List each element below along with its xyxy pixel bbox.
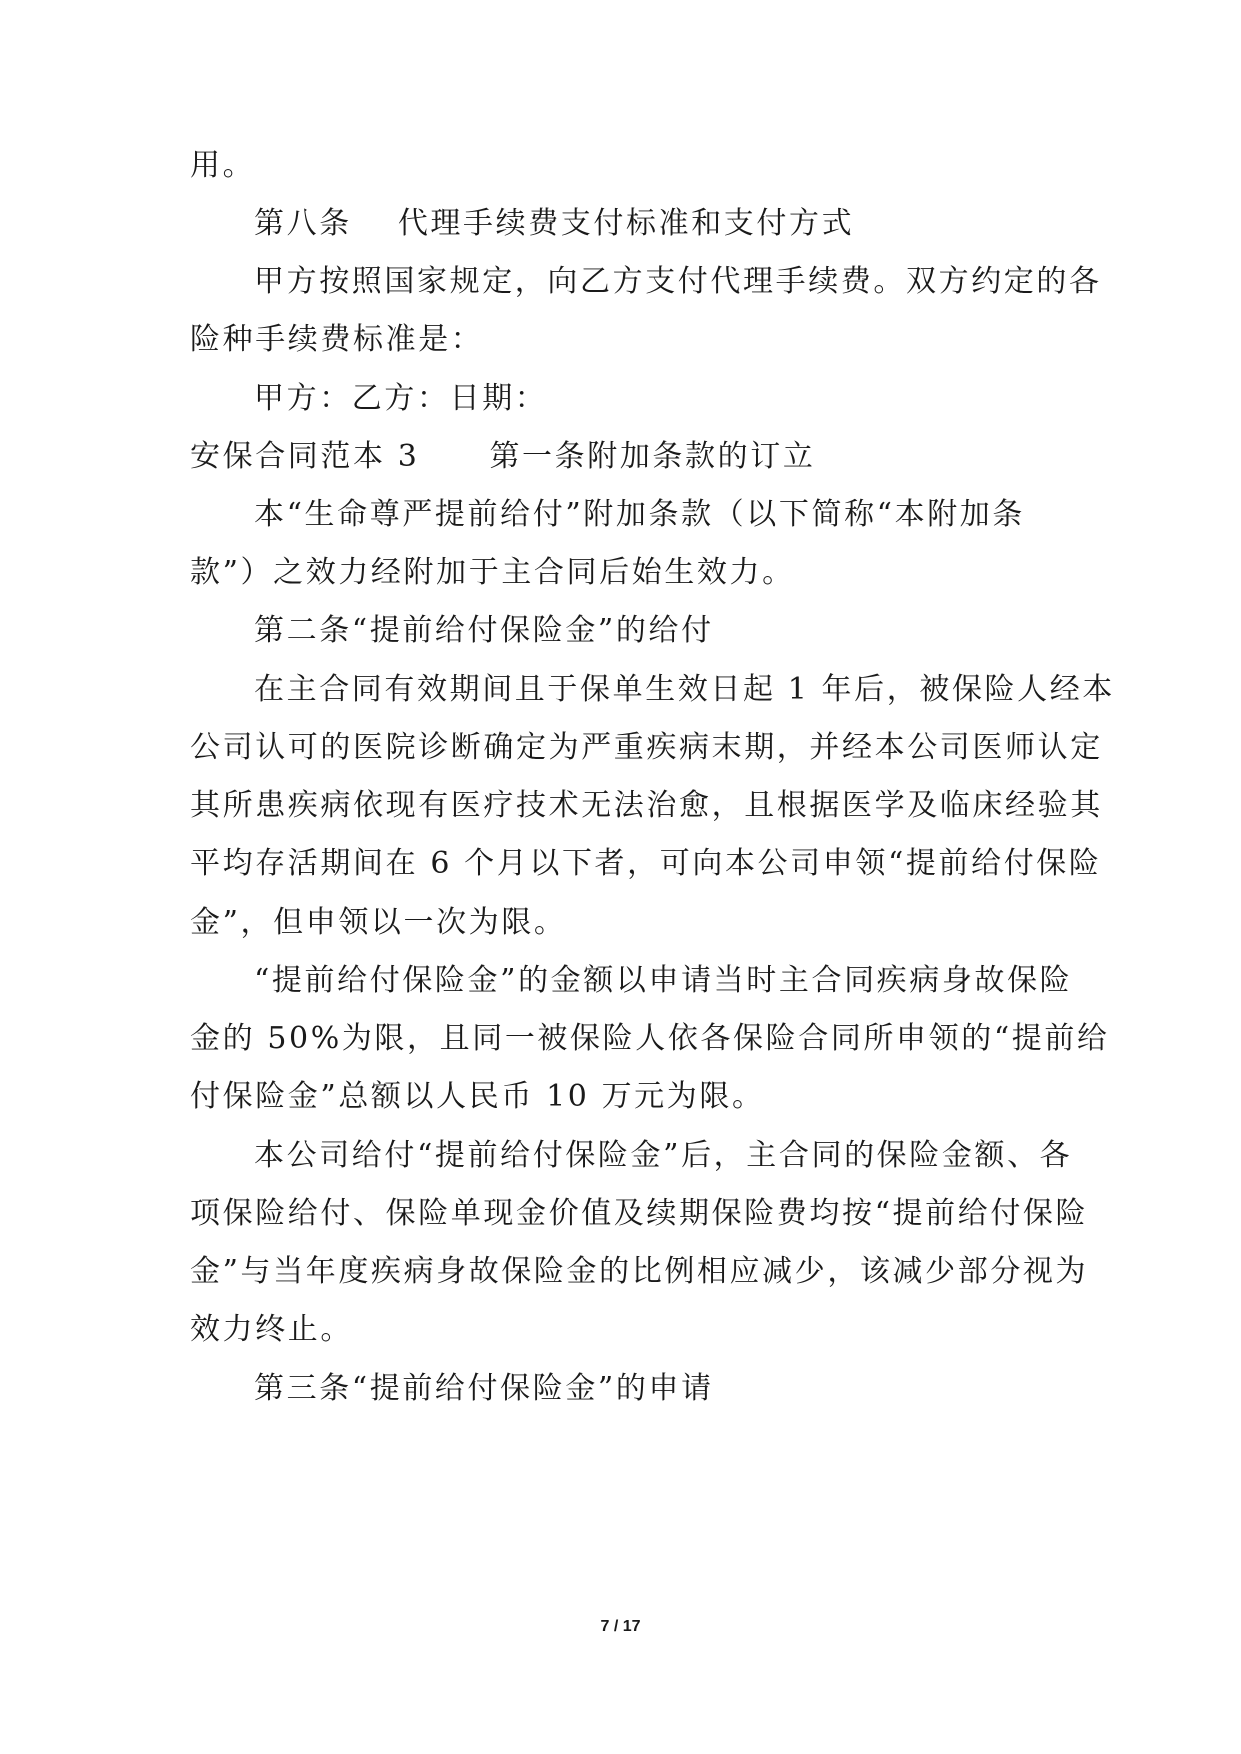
paragraph-line: 金”，但申领以一次为限。: [190, 905, 567, 940]
paragraph-line: 其所患疾病依现有医疗技术无法治愈，且根据医学及临床经验其: [190, 788, 1103, 823]
signature-line: 甲方：乙方：日期：: [254, 381, 548, 416]
paragraph-line: 款”）之效力经附加于主合同后始生效力。: [190, 555, 795, 590]
paragraph-line: 金的 50%为限，且同一被保险人依各保险合同所申领的“提前给: [190, 1021, 1110, 1056]
paragraph-line: 本公司给付“提前给付保险金”后，主合同的保险金额、各: [254, 1138, 1073, 1173]
article-heading-2: 第二条“提前给付保险金”的给付: [254, 613, 714, 648]
article-heading-8: [254, 204, 1124, 244]
article-title: 第一条附加条款的订立: [489, 439, 816, 474]
paragraph-line: 本“生命尊严提前给付”附加条款（以下简称“本附加条: [254, 497, 1026, 532]
paragraph-line: 用。: [190, 148, 256, 183]
section-title: 安保合同范本 3: [190, 439, 420, 474]
paragraph-line: 平均存活期间在 6 个月以下者，可向本公司申领“提前给付保险: [190, 846, 1102, 881]
paragraph-line: 险种手续费标准是：: [190, 322, 484, 357]
paragraph-line: 项保险给付、保险单现金价值及续期保险费均按“提前给付保险: [190, 1196, 1089, 1231]
paragraph-line: 金”与当年度疾病身故保险金的比例相应减少，该减少部分视为: [190, 1254, 1089, 1289]
paragraph-line: 甲方按照国家规定，向乙方支付代理手续费。双方约定的各: [254, 264, 1102, 299]
paragraph-line: 公司认可的医院诊断确定为严重疾病末期，并经本公司医师认定: [190, 730, 1103, 765]
paragraph-line: 效力终止。: [190, 1312, 353, 1347]
article-title: 代理手续费支付标准和支付方式: [397, 206, 855, 241]
section-heading: [190, 437, 1060, 477]
page-number: 7 / 17: [600, 1618, 641, 1635]
paragraph-line: “提前给付保险金”的金额以申请当时主合同疾病身故保险: [254, 963, 1073, 998]
article-number: 第八条: [254, 206, 352, 241]
paragraph-line: 在主合同有效期间且于保单生效日起 1 年后，被保险人经本: [254, 672, 1115, 707]
article-heading-3: 第三条“提前给付保险金”的申请: [254, 1371, 714, 1406]
paragraph-line: 付保险金”总额以人民币 10 万元为限。: [190, 1079, 765, 1114]
